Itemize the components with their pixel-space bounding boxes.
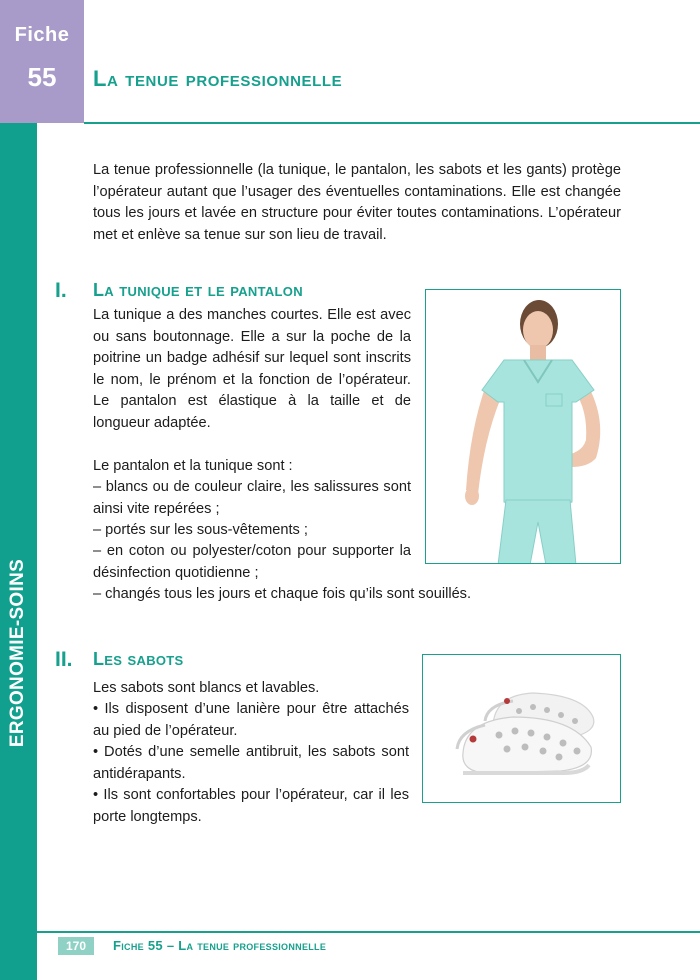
footer-divider <box>37 931 700 933</box>
section-1-list-item: – blancs ou de couleur claire, les salissures sont ainsi vite repérées ; <box>93 479 411 517</box>
side-bar <box>0 123 37 980</box>
clogs-photo <box>422 654 621 803</box>
title-divider <box>84 122 700 124</box>
side-bar-label: ERGONOMIE-SOINS <box>7 558 28 748</box>
fiche-number: 55 <box>27 62 57 92</box>
section-1-list-item: – changés tous les jours et chaque fois qu’ils sont souillés. <box>93 586 472 602</box>
section-1-number: I. <box>55 279 67 302</box>
section-1-list-item: – en coton ou polyester/coton pour supporter la désinfection quotidienne ; <box>93 543 411 581</box>
section-2-intro: Les sabots sont blancs et lavables. <box>93 680 320 696</box>
section-1-paragraph: La tunique a des manches courtes. Elle est avec ou sans boutonnage. Elle a sur la poche de la poitrine un badge adhésif sur lequel sont inscrits le nom, le prénom et la fonction de l’opérateur. Le pantalon est élastique à la taille et de longueur adaptée. <box>93 307 411 431</box>
nurse-photo <box>425 289 621 564</box>
section-1-title: La tunique et le pantalon <box>93 280 303 300</box>
page-number: 170 <box>58 937 94 955</box>
page-title: La tenue professionnelle <box>93 66 343 91</box>
section-2-bullet: • Ils sont confortables pour l’opérateur, car il les porte longtemps. <box>93 787 409 825</box>
section-2-number: II. <box>55 648 73 671</box>
section-2-bullet: • Ils disposent d’une lanière pour être attachés au pied de l’opérateur. <box>93 701 409 739</box>
section-2-title: Les sabots <box>93 649 184 669</box>
nurse-illustration <box>426 290 621 564</box>
section-2-bullet: • Dotés d’une semelle antibruit, les sabots sont antidérapants. <box>93 744 409 782</box>
footer-running-title: Fiche 55 – La tenue professionnelle <box>113 938 327 953</box>
section-1-list-intro: Le pantalon et la tunique sont : <box>93 458 293 474</box>
clogs-illustration <box>423 655 621 803</box>
fiche-label: Fiche <box>14 24 70 46</box>
intro-paragraph: La tenue professionnelle (la tunique, le pantalon, les sabots et les gants) protège l’opérateur autant que l’usager des éventuelles contaminations. Elle est changée tous les jours et lavée en structure pour éviter toutes contaminations. L’opérateur met et enlève sa tenue sur son lieu de travail. <box>93 162 621 243</box>
fiche-badge <box>0 0 84 123</box>
section-1-list-item: – portés sur les sous-vêtements ; <box>93 522 308 538</box>
